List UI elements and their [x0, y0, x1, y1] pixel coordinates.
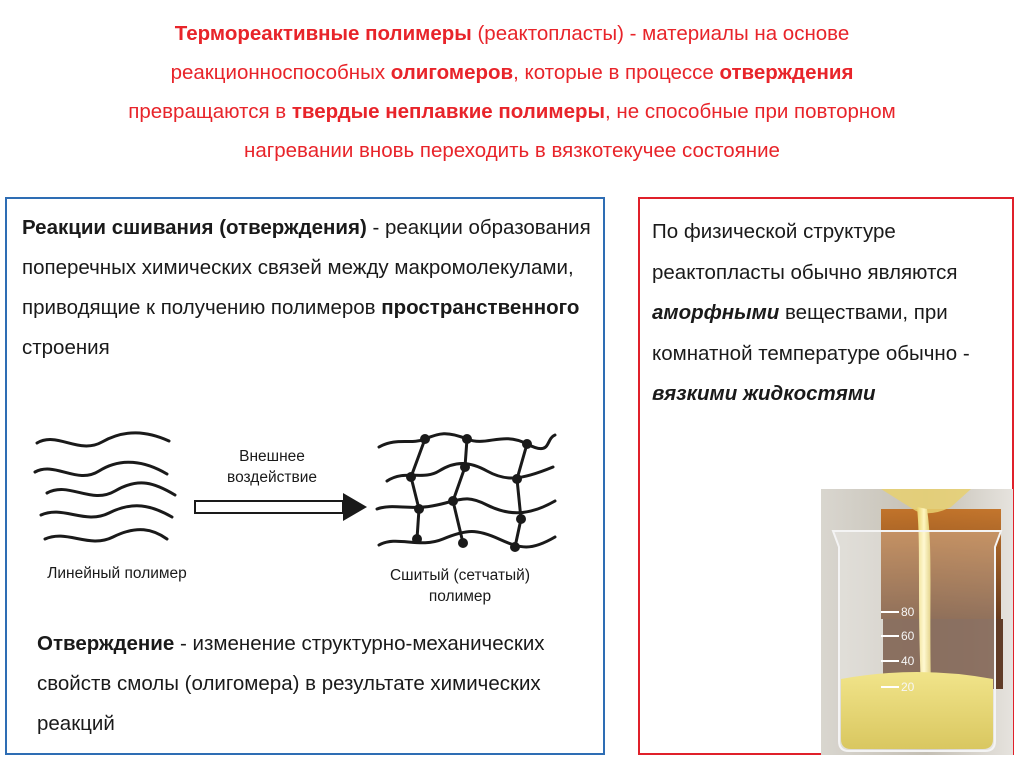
title-text: (реактопласты) - материалы на основе: [471, 22, 850, 45]
title-text: реакционноспособных: [170, 61, 391, 84]
title-text: , которые в процессе: [513, 61, 720, 84]
network-label-line: Сшитый (сетчатый): [389, 567, 531, 584]
crosslink-node: [516, 514, 526, 524]
crosslinking-term: Реакции сшивания (отверждения): [22, 216, 367, 239]
physical-text: По физической структуре реактопласты обычно являются: [652, 220, 958, 284]
linear-chain: [45, 530, 167, 541]
crosslink-node: [406, 472, 416, 482]
physical-structure-text: [652, 212, 1002, 415]
title-term: отверждения: [719, 61, 854, 84]
title-line-2: [0, 53, 1024, 92]
graduation-label: 60: [901, 629, 915, 643]
crosslinking-emphasis: пространственного: [381, 296, 580, 319]
crosslink-node: [448, 496, 458, 506]
network-crosslink: [453, 439, 467, 543]
linear-chain: [41, 506, 172, 517]
arrow-head: [343, 493, 367, 521]
network-polymer: [377, 434, 555, 552]
physical-text: веществами, при комнатной температуре обычно -: [652, 301, 970, 365]
linear-chain: [47, 483, 175, 496]
linear-polymer-label: Линейный полимер: [47, 565, 187, 582]
network-polymer-label: [355, 565, 565, 607]
title-text: , не способные при повторном: [605, 100, 896, 123]
title-term: твердые неплавкие полимеры: [291, 100, 606, 123]
linear-chain: [37, 433, 169, 446]
crosslink-node: [462, 434, 472, 444]
curing-text: - изменение структурно-механических свойств смолы (олигомера) в результате химических реакций: [37, 632, 545, 735]
crosslink-node: [412, 534, 422, 544]
crosslink-node: [458, 538, 468, 548]
physical-structure-panel: [638, 197, 1014, 755]
title-term: олигомеров: [390, 61, 514, 84]
graduation-label: 80: [901, 605, 915, 619]
crosslinking-panel: [5, 197, 605, 755]
arrow-label-line: воздействие: [227, 469, 317, 486]
arrow-label: [212, 446, 332, 488]
linear-chain: [35, 462, 167, 475]
resin-beaker-photo: [821, 489, 1013, 755]
reaction-arrow: [195, 493, 367, 521]
arrow-shaft: [195, 501, 343, 513]
network-crosslink: [515, 444, 527, 547]
title-text: превращаются в: [128, 100, 292, 123]
curing-definition: [37, 624, 597, 744]
title-line-1: [0, 14, 1024, 53]
crosslink-node: [510, 542, 520, 552]
crosslink-node: [522, 439, 532, 449]
network-chain: [377, 499, 555, 513]
arrow-label-line: Внешнее: [239, 448, 305, 465]
curing-term: Отверждение: [37, 632, 175, 655]
network-label-line: полимер: [428, 588, 492, 605]
title-term: Термореактивные полимеры: [174, 22, 472, 45]
network-crosslink: [411, 439, 425, 539]
crosslinking-text: - реакции образования поперечных химических связей между макромолекулами, приводящие к получению полимеров: [22, 216, 591, 319]
crosslinking-text: строения: [22, 336, 110, 359]
crosslink-node: [460, 462, 470, 472]
title-line-4: нагревании вновь переходить в вязкотекучее состояние: [244, 139, 780, 162]
crosslink-node: [512, 474, 522, 484]
linear-polymer-chains: [35, 433, 175, 541]
beaker-liquid: [841, 672, 993, 749]
crosslink-node: [420, 434, 430, 444]
amorphous-emphasis: аморфными: [652, 301, 780, 324]
graduation-label: 40: [901, 654, 915, 668]
page-title: [0, 14, 1024, 170]
viscous-liquids-emphasis: вязкими жидкостями: [652, 382, 876, 405]
crosslink-node: [414, 504, 424, 514]
graduation-label: 20: [901, 680, 915, 694]
title-line-3: [0, 92, 1024, 131]
